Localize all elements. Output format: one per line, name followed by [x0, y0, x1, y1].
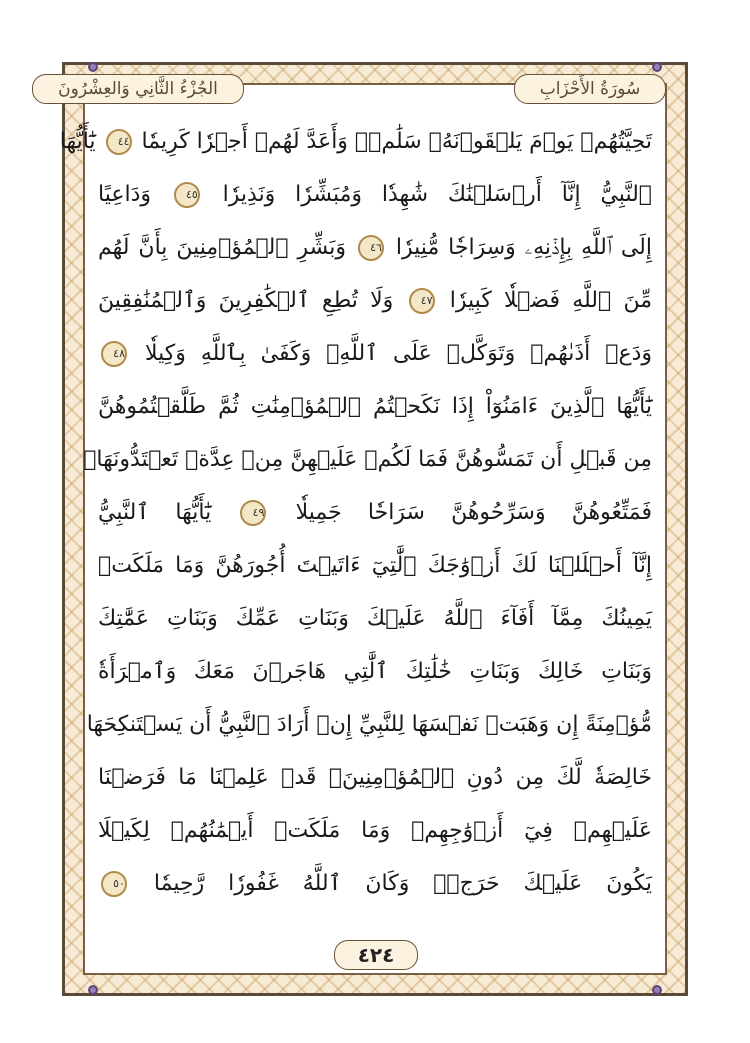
- text-line: يَٰٓأَيُّهَا ٱلَّذِينَ ءَامَنُوٓاْ إِذَا نَكَحۡتُمُ ٱلۡمُؤۡمِنَٰتِ ثُمَّ طَلَّقۡتُمُوهُنَّ: [98, 394, 652, 419]
- text-line: يَمِينُكَ مِمَّآ أَفَآءَ ٱللَّهُ عَلَيۡكَ وَبَنَاتِ عَمِّكَ وَبَنَاتِ عَمَّٰتِكَ: [98, 606, 652, 631]
- ayah-marker: ٥٠: [101, 871, 127, 897]
- ayah-marker: ٤٤: [106, 129, 132, 155]
- text-line: يَكُونَ عَلَيۡكَ حَرَجٞۗ وَكَانَ ٱللَّهُ غَفُورٗا رَّحِيمٗا ٥٠: [98, 858, 652, 910]
- text-line: مِن قَبۡلِ أَن تَمَسُّوهُنَّ فَمَا لَكُمۡ عَلَيۡهِنَّ مِنۡ عِدَّةٖ تَعۡتَدُّونَهَاۖ: [83, 447, 652, 472]
- text-line: مِّنَ ٱللَّهِ فَضۡلٗا كَبِيرٗا ٤٧ وَلَا تُطِعِ ٱلۡكَٰفِرِينَ وَٱلۡمُنَٰفِقِينَ: [98, 288, 652, 313]
- border-rosette: [88, 985, 98, 995]
- text-line: وَبَنَاتِ خَالِكَ وَبَنَاتِ خَٰلَٰتِكَ ٱلَّٰتِي هَاجَرۡنَ مَعَكَ وَٱمۡرَأَةٗ: [98, 659, 652, 684]
- quran-text-area: [59, 116, 653, 916]
- ayah-marker: ٤٦: [358, 235, 384, 261]
- text-line: وَدَعۡ أَذَىٰهُمۡ وَتَوَكَّلۡ عَلَى ٱللَّهِۚ وَكَفَىٰ بِٱللَّهِ وَكِيلٗا ٤٨: [98, 328, 652, 380]
- text-line: خَالِصَةٗ لَّكَ مِن دُونِ ٱلۡمُؤۡمِنِينَۗ قَدۡ عَلِمۡنَا مَا فَرَضۡنَا: [98, 765, 652, 790]
- text-line: ٱلنَّبِيُّ إِنَّآ أَرۡسَلۡنَٰكَ شَٰهِدٗا وَمُبَشِّرٗا وَنَذِيرٗا ٤٥ وَدَاعِيًا: [98, 182, 652, 207]
- surah-title: سُورَةُ الأَحْزَابِ: [514, 74, 666, 104]
- text-line: عَلَيۡهِمۡ فِيٓ أَزۡوَٰجِهِمۡ وَمَا مَلَكَتۡ أَيۡمَٰنُهُمۡ لِكَيۡلَا: [98, 818, 652, 843]
- text-line: فَمَتِّعُوهُنَّ وَسَرِّحُوهُنَّ سَرَاحٗا جَمِيلٗا ٤٩ يَٰٓأَيُّهَا ٱلنَّبِيُّ: [98, 500, 652, 525]
- text-line: إِنَّآ أَحۡلَلۡنَا لَكَ أَزۡوَٰجَكَ ٱلَّٰتِيٓ ءَاتَيۡتَ أُجُورَهُنَّ وَمَا مَلَكَتۡ: [98, 553, 652, 578]
- text-line: تَحِيَّتُهُمۡ يَوۡمَ يَلۡقَوۡنَهُۥ سَلَٰمٞۚ وَأَعَدَّ لَهُمۡ أَجۡرٗا كَرِيمٗا ٤٤ يَٰٓأَيُّهَا: [59, 129, 652, 154]
- border-rosette: [88, 62, 98, 72]
- ayah-marker: ٤٥: [174, 182, 200, 208]
- juz-title: الجُزْءُ الثَّانِي وَالعِشْرُونَ: [32, 74, 244, 104]
- ayah-marker: ٤٨: [101, 341, 127, 367]
- page-number: ٤٢٤: [334, 940, 418, 970]
- ayah-marker: ٤٧: [409, 288, 435, 314]
- border-rosette: [652, 62, 662, 72]
- text-line: مُّؤۡمِنَةً إِن وَهَبَتۡ نَفۡسَهَا لِلنَّبِيِّ إِنۡ أَرَادَ ٱلنَّبِيُّ أَن يَسۡتَنكِحَهَا: [86, 712, 652, 737]
- ayah-marker: ٤٩: [240, 500, 266, 526]
- text-line: إِلَى ٱللَّهِ بِإِذۡنِهِۦ وَسِرَاجٗا مُّنِيرٗا ٤٦ وَبَشِّرِ ٱلۡمُؤۡمِنِينَ بِأَنَّ لَهُم: [98, 235, 653, 260]
- page-header: [58, 74, 666, 104]
- border-rosette: [652, 985, 662, 995]
